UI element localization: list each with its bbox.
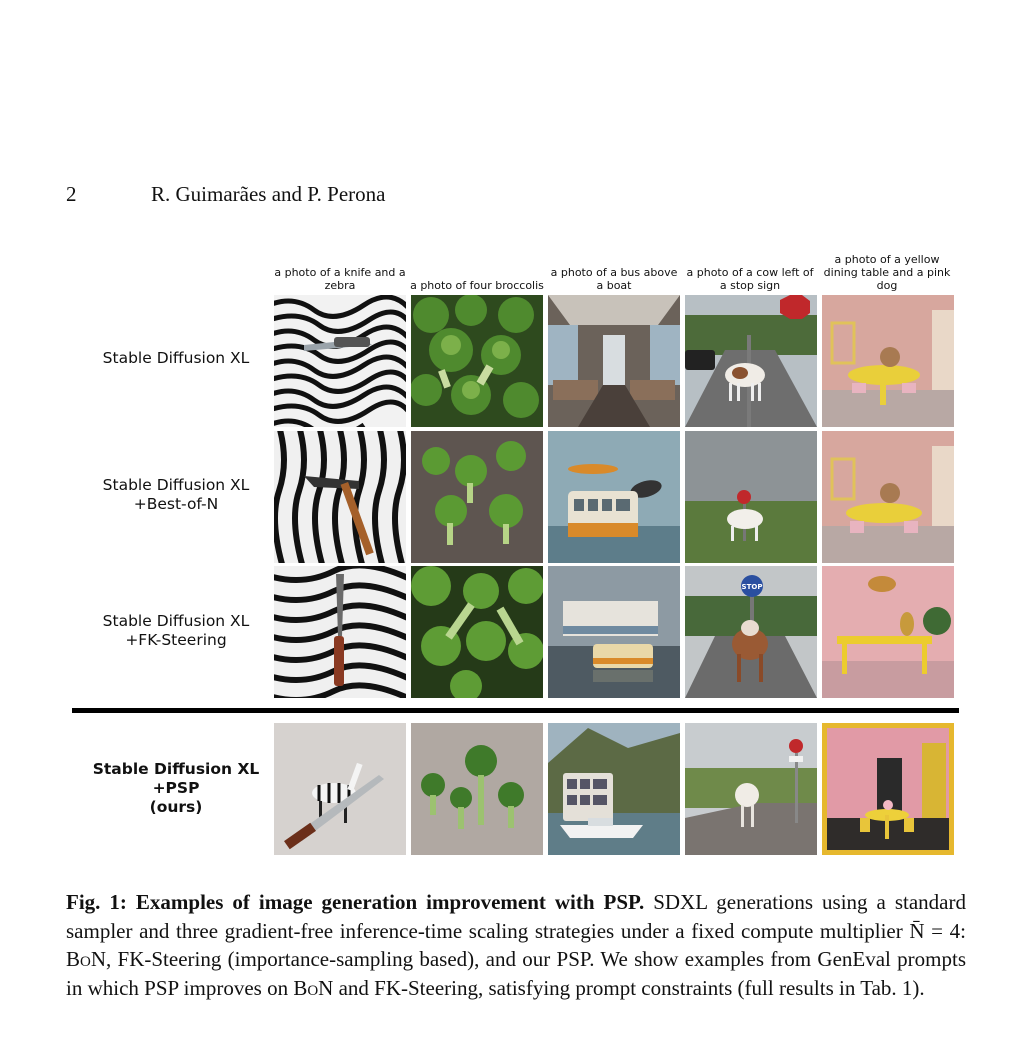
image-sdxl-bus-boat	[548, 295, 680, 427]
image-fk-broccolis	[411, 566, 543, 698]
running-head-authors: R. Guimarães and P. Perona	[151, 182, 386, 206]
image-bon-broccolis	[411, 431, 543, 563]
caption-text: , FK-Steering (importance-sampling based), and our PSP. We show examples from GenEval prompts in which PSP improves on	[66, 947, 966, 1000]
image-sdxl-table-dog	[822, 295, 954, 427]
caption-text: SDXL generations using a standard sampler and three gradient-free inference-time scaling strategies under a fixed compute multiplier N̄ = 4:	[66, 890, 966, 943]
row-label-line: Stable Diffusion XL	[92, 760, 260, 778]
row-label-line: Stable Diffusion XL	[102, 476, 250, 494]
row-label-line: Stable Diffusion XL	[102, 612, 250, 630]
row-label-line: Stable Diffusion XL	[102, 349, 250, 367]
image-bon-knife-zebra	[274, 431, 406, 563]
caption-lead: Fig. 1: Examples of image generation improvement with PSP.	[66, 890, 645, 914]
image-psp-bus-boat	[548, 723, 680, 855]
image-sdxl-knife-zebra	[274, 295, 406, 427]
image-psp-broccolis	[411, 723, 543, 855]
image-fk-table-dog	[822, 566, 954, 698]
row-label-line: +FK-Steering	[125, 631, 227, 649]
row-label-fk-steering	[76, 612, 276, 650]
image-sdxl-broccolis	[411, 295, 543, 427]
column-label-knife-zebra: a photo of a knife and a zebra	[274, 266, 406, 292]
row-label-line: (ours)	[149, 798, 203, 816]
row-label-line: +PSP	[152, 779, 200, 797]
column-label-bus-boat: a photo of a bus above a boat	[550, 266, 678, 292]
image-bon-cow-stop	[685, 431, 817, 563]
row-label-line: +Best-of-N	[133, 495, 219, 513]
separator-rule	[72, 708, 959, 713]
image-bon-bus-boat	[548, 431, 680, 563]
column-label-cow-stop: a photo of a cow left of a stop sign	[686, 266, 814, 292]
image-fk-bus-boat	[548, 566, 680, 698]
image-psp-cow-stop	[685, 723, 817, 855]
image-psp-table-dog	[822, 723, 954, 855]
figure-caption	[66, 888, 966, 1002]
row-label-best-of-n	[76, 476, 276, 514]
stop-sign-text: STOP	[741, 583, 763, 591]
row-label-sdxl	[76, 349, 276, 368]
image-psp-knife-zebra	[274, 723, 406, 855]
image-fk-knife-zebra	[274, 566, 406, 698]
image-bon-table-dog	[822, 431, 954, 563]
image-fk-cow-stop	[685, 566, 817, 698]
caption-bon: BoN	[293, 975, 334, 1000]
column-label-table-dog: a photo of a yellow dining table and a pink dog	[823, 253, 951, 292]
caption-text: and FK-Steering, satisfying prompt constraints (full results in Tab. 1).	[333, 975, 925, 1000]
caption-bon: BoN	[66, 947, 107, 972]
row-label-psp	[76, 760, 276, 817]
page-number: 2	[66, 182, 77, 206]
image-sdxl-cow-stop	[685, 295, 817, 427]
column-label-broccolis: a photo of four broccolis	[410, 279, 544, 292]
